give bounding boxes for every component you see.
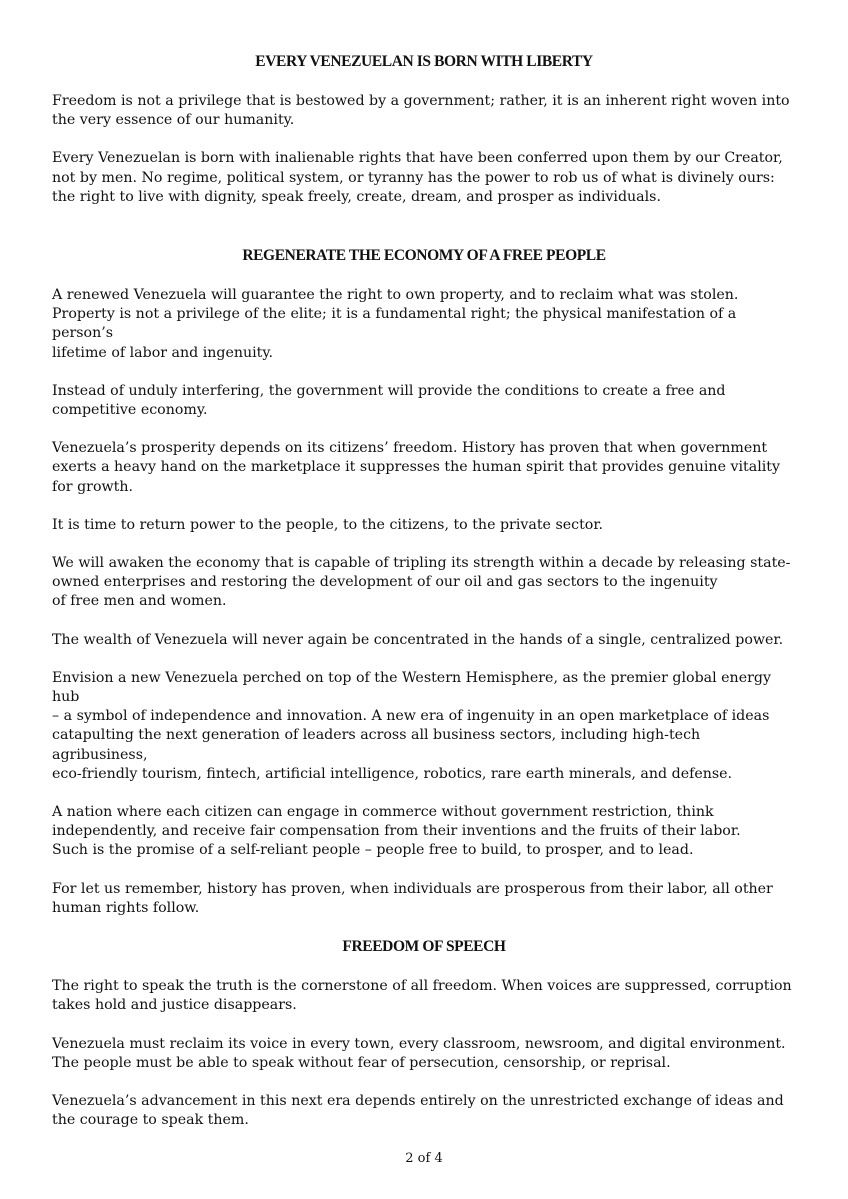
paragraph: Venezuela’s prosperity depends on its citizens’ freedom. History has proven that when government exerts a heavy hand on the marketplace it suppresses the human spirit that provides genuine vitality for growth.: [52, 440, 780, 495]
section-heading: REGENERATE THE ECONOMY OF A FREE PEOPLE: [242, 247, 606, 265]
page-number: 2 of 4: [405, 1151, 443, 1166]
section-regenerate-economy: [52, 246, 796, 918]
paragraph: Venezuela must reclaim its voice in every town, every classroom, newsroom, and digital environment. The people must be able to speak without fear of persecution, censorship, or reprisal.: [52, 1035, 786, 1071]
section-heading: FREEDOM OF SPEECH: [342, 938, 506, 956]
paragraph: Freedom is not a privilege that is bestowed by a government; rather, it is an inherent right woven into the very essence of our humanity.: [52, 93, 790, 129]
section-freedom-of-speech: [52, 937, 796, 1130]
paragraph: Every Venezuelan is born with inalienable rights that have been conferred upon them by our Creator, not by men. No regime, political system, or tyranny has the power to rob us of what is divinely ours: the right to live with dignity, speak freely, create, dream, and prosper as individuals.: [52, 150, 783, 205]
paragraph: The right to speak the truth is the cornerstone of all freedom. When voices are suppressed, corruption takes hold and justice disappears.: [52, 978, 792, 1014]
paragraph: The wealth of Venezuela will never again be concentrated in the hands of a single, centralized power.: [52, 631, 784, 648]
paragraph: Envision a new Venezuela perched on top of the Western Hemisphere, as the premier global energy hub – a symbol of independence and innovation. A new era of ingenuity in an open marketplace of ideas catapulting the next generation of leaders across all business sectors, including high-tech agribusiness, eco-friendly tourism, fintech, artificial intelligence, robotics, rare earth minerals, and defense.: [52, 669, 771, 782]
paragraph: We will awaken the economy that is capable of tripling its strength within a decade by releasing state- owned enterprises and restoring the development of our oil and gas sectors to the ingenuity of free men and women.: [52, 555, 791, 610]
section-born-with-liberty: [52, 52, 796, 207]
paragraph: It is time to return power to the people, to the citizens, to the private sector.: [52, 516, 604, 533]
paragraph: A renewed Venezuela will guarantee the right to own property, and to reclaim what was stolen. Property is not a privilege of the elite; it is a fundamental right; the physical manifestation of a person’s lifetime of labor and ingenuity.: [52, 287, 739, 361]
paragraph: A nation where each citizen can engage in commerce without government restriction, think independently, and receive fair compensation from their inventions and the fruits of their labor. Such is the promise of a self-reliant people – people free to build, to prosper, and to lead.: [52, 804, 741, 859]
paragraph: For let us remember, history has proven, when individuals are prosperous from their labor, all other human rights follow.: [52, 880, 773, 916]
section-heading: EVERY VENEZUELAN IS BORN WITH LIBERTY: [255, 53, 593, 70]
paragraph: Venezuela’s advancement in this next era depends entirely on the unrestricted exchange of ideas and the courage to speak them.: [52, 1092, 784, 1129]
paragraph: Instead of unduly interfering, the government will provide the conditions to create a free and competitive economy.: [52, 382, 726, 419]
